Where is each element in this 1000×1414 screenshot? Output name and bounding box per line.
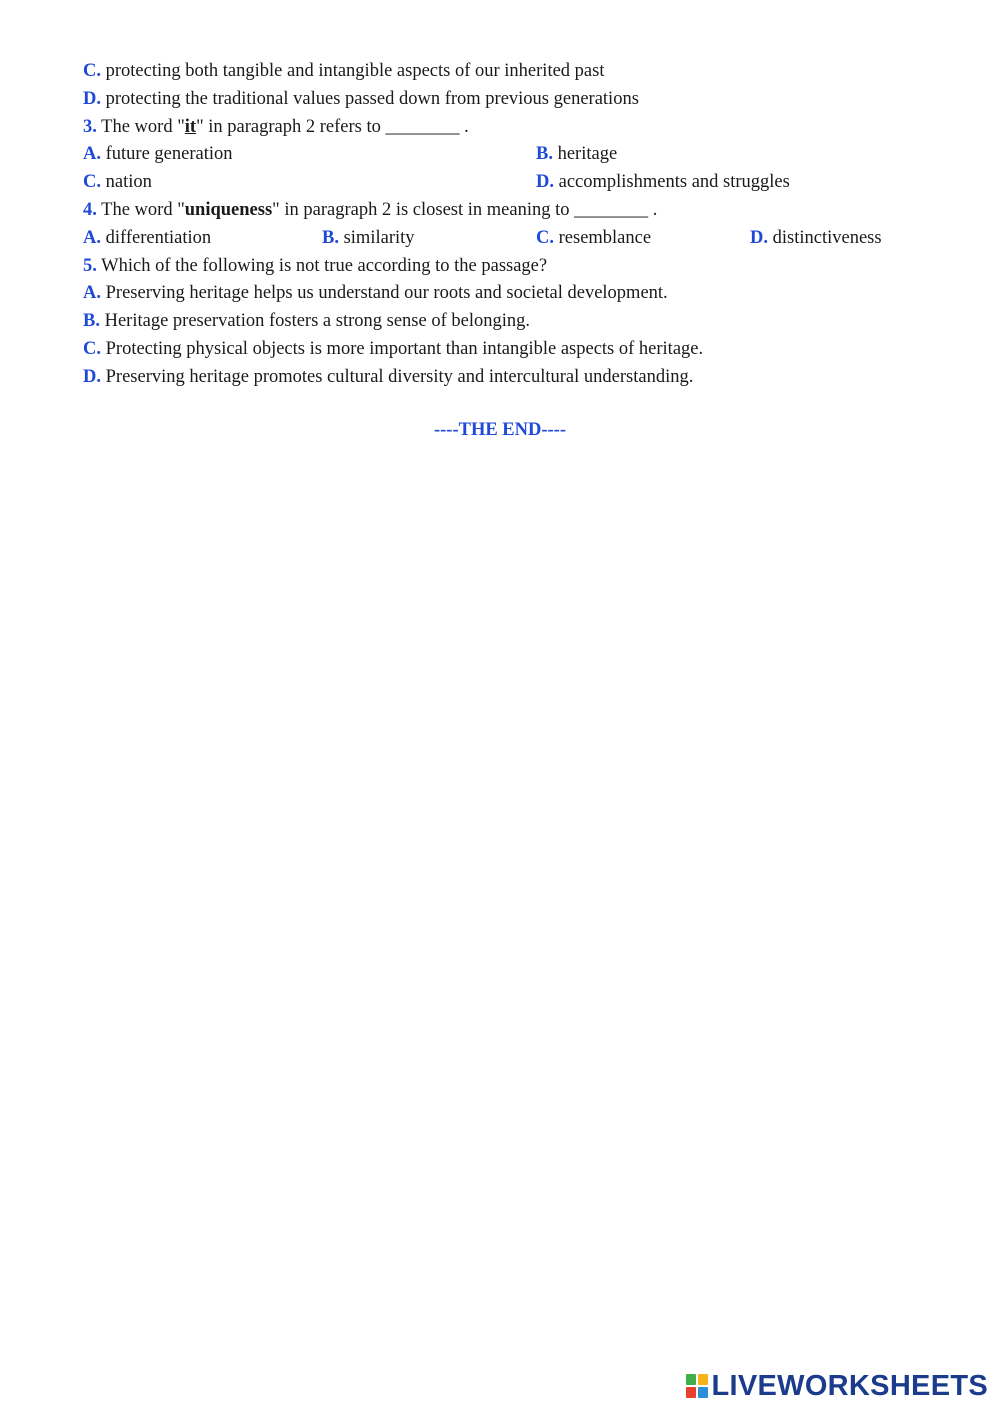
question-text-pre: The word " xyxy=(101,199,185,220)
q2-option-c xyxy=(83,58,923,86)
worksheet-content xyxy=(83,58,923,392)
option-label: C. xyxy=(83,338,101,359)
option-label: D. xyxy=(536,172,554,193)
option-text: Heritage preservation fosters a strong sense of belonging. xyxy=(104,311,530,332)
option-text: protecting the traditional values passed down from previous generations xyxy=(105,88,639,109)
q4-option-a[interactable] xyxy=(83,225,211,253)
question-text-post: " in paragraph 2 is closest in meaning to ________ . xyxy=(272,199,658,220)
question-text-pre: The word " xyxy=(101,116,185,137)
q5-option-d[interactable] xyxy=(83,364,923,392)
option-text: heritage xyxy=(557,144,618,165)
question-number: 3. xyxy=(83,116,97,137)
option-label: D. xyxy=(750,227,768,248)
question-key-word: uniqueness xyxy=(184,199,273,220)
option-label: D. xyxy=(83,88,101,109)
question-text: Which of the following is not true according to the passage? xyxy=(101,255,548,276)
liveworksheets-logo-icon xyxy=(686,1374,708,1398)
q3-option-c[interactable] xyxy=(83,169,152,197)
option-label: C. xyxy=(536,227,554,248)
q3-options-row-1 xyxy=(83,141,923,169)
the-end-marker: ----THE END---- xyxy=(433,420,567,440)
option-label: C. xyxy=(83,61,101,81)
q3-stem xyxy=(83,114,923,142)
question-number: 5. xyxy=(83,255,97,276)
option-label: D. xyxy=(83,366,101,387)
option-text: Preserving heritage helps us understand our roots and societal development. xyxy=(105,283,668,304)
q5-stem xyxy=(83,253,923,281)
q5-option-c[interactable] xyxy=(83,336,923,364)
option-text: accomplishments and struggles xyxy=(558,172,790,193)
question-text-post: " in paragraph 2 refers to ________ . xyxy=(196,116,469,137)
brand-name: LIVEWORKSHEETS xyxy=(711,1369,988,1402)
q3-option-a[interactable] xyxy=(83,141,233,169)
q5-option-b[interactable] xyxy=(83,308,923,336)
question-key-word: it xyxy=(184,116,197,137)
option-label: B. xyxy=(536,144,553,165)
q4-stem xyxy=(83,197,923,225)
q4-options-row xyxy=(83,225,923,253)
option-text: distinctiveness xyxy=(772,227,882,248)
option-text: differentiation xyxy=(105,227,212,248)
option-text: Preserving heritage promotes cultural diversity and intercultural understanding. xyxy=(105,366,694,387)
option-label: A. xyxy=(83,283,101,304)
q3-option-d[interactable] xyxy=(536,169,790,197)
q2-option-d xyxy=(83,86,923,114)
q3-options-row-2 xyxy=(83,169,923,197)
option-text: nation xyxy=(105,172,152,193)
q4-option-c[interactable] xyxy=(536,225,651,253)
option-text: similarity xyxy=(343,227,415,248)
option-label: B. xyxy=(322,227,339,248)
option-label: A. xyxy=(83,227,101,248)
option-text: future generation xyxy=(105,144,233,165)
q3-option-b[interactable] xyxy=(536,141,617,169)
q5-option-a[interactable] xyxy=(83,280,923,308)
q4-option-b[interactable] xyxy=(322,225,415,253)
option-text: Protecting physical objects is more important than intangible aspects of heritage. xyxy=(105,338,704,359)
question-number: 4. xyxy=(83,199,97,220)
liveworksheets-brand[interactable] xyxy=(686,1366,989,1406)
option-label: C. xyxy=(83,172,101,193)
q4-option-d[interactable] xyxy=(750,225,882,253)
option-text: protecting both tangible and intangible aspects of our inherited past xyxy=(105,61,605,81)
option-label: A. xyxy=(83,144,101,165)
option-label: B. xyxy=(83,311,100,332)
option-text: resemblance xyxy=(558,227,652,248)
